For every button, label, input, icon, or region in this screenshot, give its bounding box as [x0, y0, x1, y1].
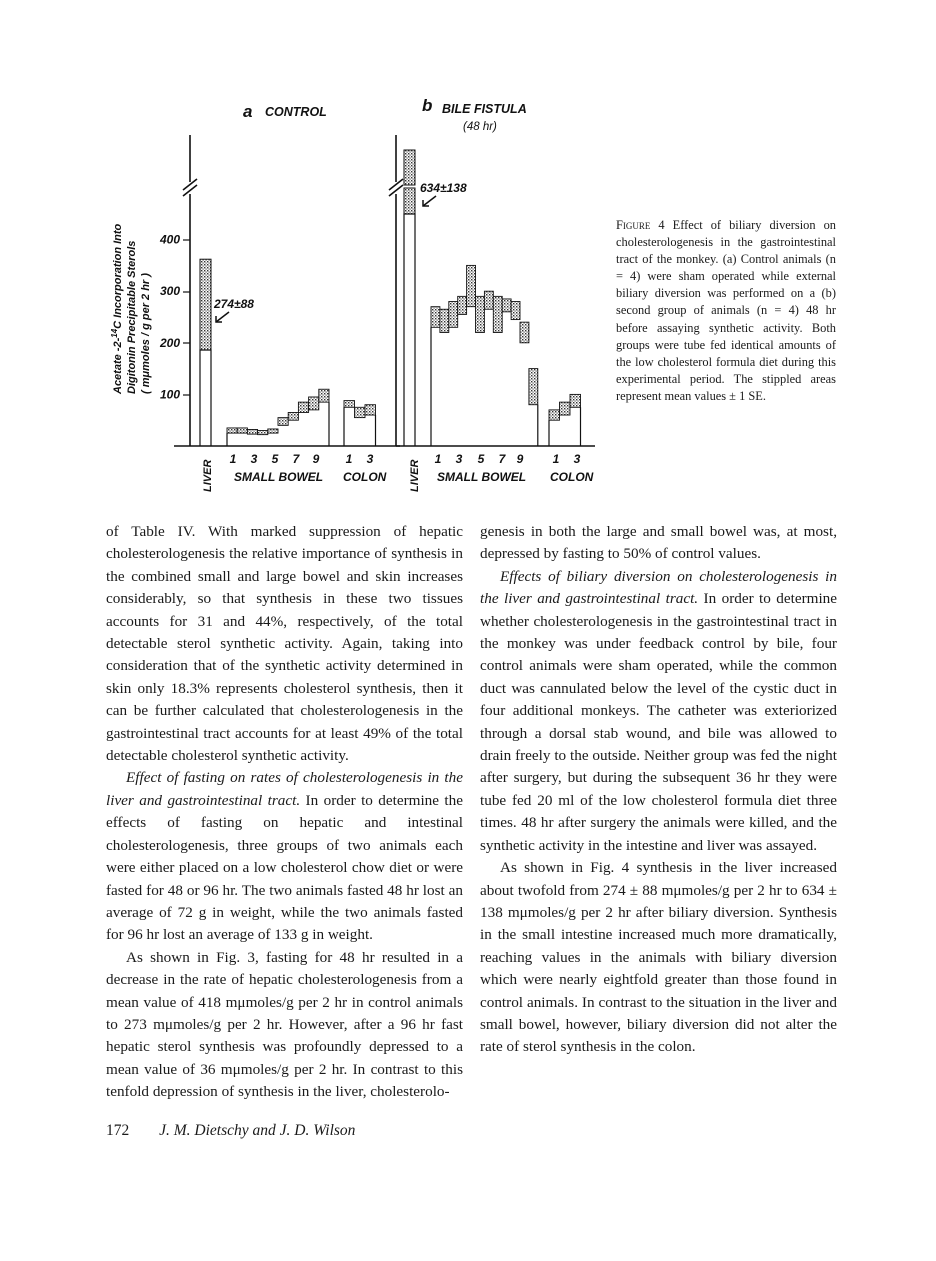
x-tick-label: 1	[434, 452, 442, 466]
x-label-liver-a: LIVER	[202, 459, 214, 492]
paragraph: Effects of biliary diversion on cholesterologenesis in the liver and gastrointestinal tract. In order to determine whether cholesterologenesis in the gastrointestinal tract in the monkey was under feedback control by bile, four control animals were sham operated, while the common duct was cannulated below the level of the cystic duct in four additional monkeys. The catheter was exteriorized through a dorsal stab wound, and bile was allowed to drain freely to the outside. Neither group was fed the night after surgery, but during the subsequent 36 hr they were tube fed 20 ml of the low cholesterol formula diet three times. 48 hr after surgery the animals were killed, and the synthetic activity in the intestine and liver was assayed.	[480, 567, 838, 854]
y-tick-label: 300	[159, 284, 180, 299]
bar-segment	[309, 397, 319, 410]
paragraph: Effect of fasting on rates of cholesterologenesis in the liver and gastrointestinal tract. In order to determine the effects of fasting on hepatic and intestinal cholesterologenesis, three groups of two animals each were either placed on a low cholesterol chow diet or were fasted for 48 or 96 hr. The two animals fasted 48 hr lost an average of 72 g in weight, while the two animals fasted for 96 hr lost an average of 133 g in weight.	[106, 769, 463, 944]
x-label-small-bowel-a: SMALL BOWEL	[234, 470, 324, 484]
bar-segment	[355, 407, 366, 417]
y-tick-label: 100	[159, 387, 180, 402]
bar-segment	[511, 302, 520, 320]
bars-small-bowel-bile-fistula	[431, 265, 538, 446]
y-tick-label: 400	[159, 232, 180, 247]
bar-segment	[227, 428, 237, 433]
x-label-liver-b: LIVER	[409, 459, 421, 492]
panel-a-title: CONTROL	[265, 105, 327, 119]
bar-segment	[549, 410, 560, 420]
panel-b-subtitle: (48 hr)	[463, 121, 497, 133]
y-axis-label-2: Digitonin Precipitable Sterols	[126, 240, 138, 394]
x-label-small-bowel-b: SMALL BOWEL	[437, 470, 527, 484]
bars-colon-control	[344, 401, 376, 446]
page-footer	[106, 1122, 355, 1140]
x-tick-label: 1	[552, 452, 560, 466]
x-tick-label: 3	[250, 452, 258, 466]
paragraph: of Table IV. With marked suppression of hepatic cholesterologenesis the relative importance of synthesis in the combined small and large bowel and skin increases considerably, so that synthesis in these two tissues accounts for 31 and 44%, respectively, of the total detectable sterol synthetic activity. Again, taking into consideration that of the synthetic activity determined in skin only 18.3% represents cholesterol synthesis, then it can be further calculated that cholesterologenesis in the gastrointestinal tract accounts for at least 49% of the total detectable cholesterol synthetic activity.	[106, 523, 463, 765]
y-axis-label-3: ( mμmoles / g per 2 hr )	[140, 273, 152, 394]
bar-segment	[570, 394, 581, 407]
annotation-b-arrow	[423, 196, 436, 206]
right-column	[480, 521, 837, 1059]
annotation-a: 274±88	[214, 297, 254, 311]
bar-segment	[288, 412, 298, 420]
bar-segment	[319, 389, 329, 402]
paragraph: As shown in Fig. 3, fasting for 48 hr resulted in a decrease in the rate of hepatic cholesterologenesis from a mean value of 418 mμmoles/g per 2 hr in control animals to 273 mμmoles/g per 2 hr. However, after a 96 hr fast hepatic sterol synthesis was profoundly depressed to a mean value of 36 mμmoles/g per 2 hr. In contrast to this tenfold depression of synthesis in the liver, cholesterolo-	[106, 948, 463, 1101]
bar-segment	[467, 265, 476, 306]
x-tick-label: 5	[271, 452, 279, 466]
bar-segment	[520, 322, 529, 343]
bar-segment	[258, 431, 268, 435]
x-tick-label: 3	[366, 452, 374, 466]
bar-segment	[458, 296, 467, 314]
bar-segment	[365, 405, 376, 415]
bar-segment	[502, 299, 511, 312]
bar-liver-control	[200, 259, 211, 446]
panel-b-title: BILE FISTULA	[442, 102, 527, 116]
paragraph: genesis in both the large and small bowel was, at most, depressed by fasting to 50% of control values.	[480, 523, 837, 563]
y-tick-label: 200	[159, 335, 180, 350]
x-label-colon-a: COLON	[343, 470, 387, 484]
annotation-a-arrow	[216, 312, 229, 322]
bar-segment	[476, 296, 485, 332]
footer-authors: J. M. Dietschy and J. D. Wilson	[159, 1122, 356, 1139]
caption-label: Figure 4	[616, 218, 665, 232]
bar-segment	[484, 291, 493, 309]
x-tick-label: 7	[292, 452, 300, 466]
bar-segment	[268, 429, 278, 433]
panel-a-letter: a	[243, 102, 253, 121]
page-number: 172	[106, 1122, 130, 1139]
bar-segment	[237, 428, 247, 433]
x-tick-label: 9	[516, 452, 524, 466]
x-tick-label: 1	[229, 452, 237, 466]
bar-segment	[449, 302, 458, 328]
x-tick-label: 5	[477, 452, 485, 466]
bars-small-bowel-control	[227, 389, 329, 446]
x-tick-label: 1	[345, 452, 353, 466]
bar-segment	[493, 296, 502, 332]
bar-segment	[431, 307, 440, 328]
bar-segment	[529, 369, 538, 405]
bars-colon-bile-fistula	[549, 394, 581, 446]
y-axis-label: Acetate -2-$^{14}$C Incorporation Into	[110, 223, 124, 394]
x-tick-label: 9	[312, 452, 320, 466]
left-column	[106, 521, 463, 1104]
bar-segment	[278, 418, 288, 426]
x-label-colon-b: COLON	[550, 470, 594, 484]
bar-segment	[247, 429, 257, 434]
bar-segment	[344, 401, 355, 408]
paragraph: As shown in Fig. 4 synthesis in the liver increased about twofold from 274 ± 88 mμmoles/g per 2 hr to 634 ± 138 mμmoles/g per 2 hr after biliary diversion. Synthesis in the small intestine increased much more dramatically, reaching values in the animals with biliary diversion which were nearly eightfold greater than those found in control animals. In contrast to the situation in the liver and small bowel, however, biliary diversion did not alter the rate of sterol synthesis in the colon.	[480, 859, 837, 1056]
bar-segment	[440, 309, 449, 332]
figure-caption	[616, 217, 836, 405]
x-tick-label: 3	[455, 452, 463, 466]
bar-segment	[560, 402, 571, 415]
panel-b-letter: b	[422, 96, 433, 115]
x-tick-label: 7	[498, 452, 506, 466]
bar-liver-bile-fistula	[404, 150, 415, 446]
bar-segment	[298, 402, 308, 412]
x-tick-label: 3	[573, 452, 581, 466]
caption-text: Effect of biliary diversion on cholesterologenesis in the gastrointestinal tract of the monkey. (a) Control animals (n = 4) were sham operated while external biliary diversion was performed on a (b) second group of animals (n = 4) 48 hr before assaying synthetic activity. Both groups were tube fed identical amounts of the low cholesterol formula diet during this experimental period. The stippled areas represent mean values ± 1 SE.	[616, 218, 836, 403]
annotation-b: 634±138	[420, 181, 467, 195]
